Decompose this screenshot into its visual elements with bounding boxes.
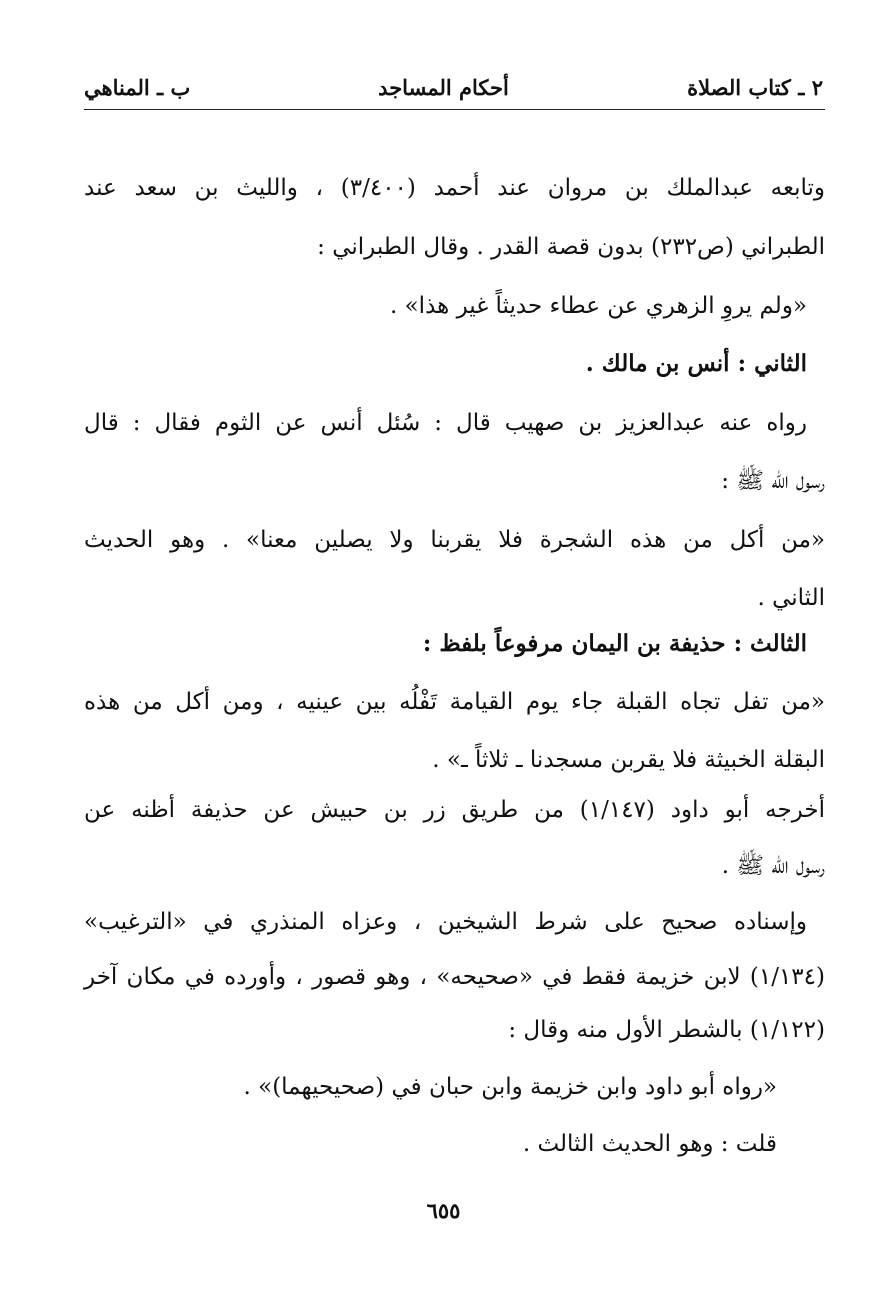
header-chapter: ٢ ـ كتاب الصلاة — [687, 75, 823, 100]
quote-line: «رواه أبو داود وابن خزيمة وابن حبان في (صحيحيهما)» . — [243, 1074, 777, 1100]
text-line: وتابعه عبدالملك بن مروان عند أحمد (٣/٤٠٠) ، والليث بن سعد عند — [84, 175, 825, 201]
subheading-line: الثاني : أنس بن مالك . — [585, 350, 807, 377]
quote-line: «ولم يروِ الزهري عن عطاء حديثاً غير هذا» . — [389, 293, 807, 319]
quote-line: البقلة الخبيثة فلا يقربن مسجدنا ـ ثلاثاً ـ» . — [432, 747, 825, 773]
text-line: وإسناده صحيح على شرط الشيخين ، وعزاه المنذري في «الترغيب» — [84, 909, 807, 935]
text-line: (١/١٢٢) بالشطر الأول منه وقال : — [508, 1017, 825, 1043]
page-number: ٦٥٥ — [426, 1198, 461, 1223]
header-rule — [84, 109, 825, 110]
subheading-line: الثالث : حذيفة بن اليمان مرفوعاً بلفظ : — [422, 630, 807, 657]
quote-line: «من تفل تجاه القبلة جاء يوم القيامة تَفْلُه بين عينيه ، ومن أكل من هذه — [84, 689, 825, 715]
quote-line: «من أكل من هذه الشجرة فلا يقربنا ولا يصلين معنا» . وهو الحديث — [84, 527, 825, 553]
text-line: الطبراني (ص٢٣٢) بدون قصة القدر . وقال الطبراني : — [317, 234, 825, 260]
text-line: رسول الله ﷺ . — [721, 853, 825, 879]
text-line: رسول الله ﷺ : — [721, 468, 825, 494]
text-line: الثاني . — [757, 585, 825, 611]
text-line: قلت : وهو الحديث الثالث . — [522, 1131, 777, 1157]
header-section: أحكام المساجد — [378, 75, 509, 100]
text-line: رواه عنه عبدالعزيز بن صهيب قال : سُئل أنس عن الثوم فقال : قال — [84, 410, 807, 436]
header-subsection: ب ـ المناهي — [84, 75, 191, 100]
text-line: (١/١٣٤) لابن خزيمة فقط في «صحيحه» ، وهو قصور ، وأورده في مكان آخر — [84, 964, 825, 990]
text-line: أخرجه أبو داود (١/١٤٧) من طريق زر بن حبيش عن حذيفة أظنه عن — [84, 797, 825, 823]
